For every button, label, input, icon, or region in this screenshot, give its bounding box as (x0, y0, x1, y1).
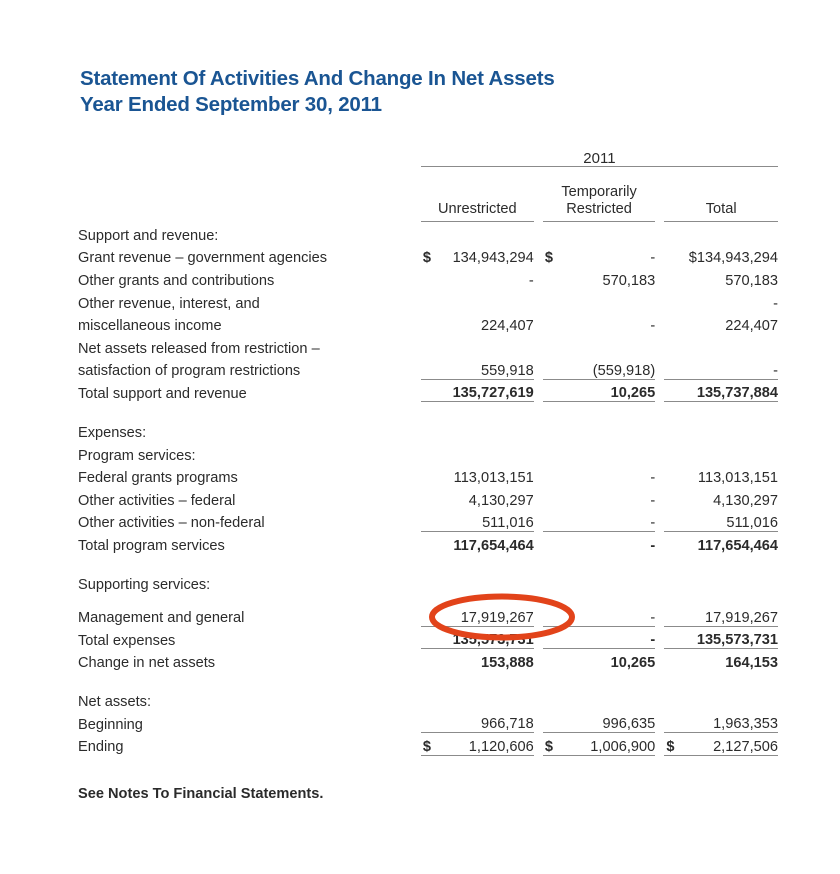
cell-value: 113,013,151 (453, 470, 534, 487)
cell-value: - (650, 492, 656, 509)
total-support-and-revenue-unrestricted (421, 379, 534, 402)
column-gap (534, 626, 543, 649)
grant-revenue-government-agencies-total (664, 244, 778, 267)
table-row (78, 311, 778, 334)
cell-value: 135,573,731 (696, 632, 778, 649)
net-assets-released-from-restriction-temporarily_restricted (543, 334, 655, 357)
net-assets-released-from-restriction-total (664, 334, 778, 357)
total-support-and-revenue-total (664, 379, 778, 402)
column-gap (534, 732, 543, 755)
empty-cell (534, 418, 543, 441)
management-and-general-temporarily_restricted (543, 604, 655, 627)
other-grants-and-contributions-label: Other grants and contributions (78, 273, 275, 289)
column-gap (655, 379, 664, 402)
other-activities-non-federal-temporarily_restricted (543, 509, 655, 532)
column-gap (534, 169, 543, 221)
cell-value: 135,737,884 (696, 385, 778, 402)
miscellaneous-income-label: miscellaneous income (78, 318, 222, 335)
table-row (78, 334, 778, 357)
net-assets-released-from-restriction-unrestricted (421, 334, 534, 357)
table-row (78, 509, 778, 532)
program-services-heading-unrestricted (421, 441, 534, 464)
page-title-line2: Year Ended September 30, 2011 (80, 93, 382, 116)
cell-value: 1,120,606 (468, 738, 534, 755)
total-expenses-unrestricted (421, 626, 534, 649)
cell-value: - (650, 470, 656, 487)
cell-value: 511,016 (482, 514, 534, 531)
column-header-total (664, 169, 778, 221)
cell-value: - (650, 318, 656, 335)
ending-unrestricted (421, 732, 534, 755)
beginning-total (664, 710, 778, 733)
table-row (78, 441, 778, 464)
ending-label: Ending (78, 739, 124, 756)
empty-cell (664, 687, 778, 710)
column-gap (534, 379, 543, 402)
cell-value: 153,888 (480, 655, 534, 672)
cell-value: 10,265 (610, 655, 656, 672)
header-spacer (78, 169, 421, 221)
total-program-services-unrestricted (421, 531, 534, 554)
total-program-services-temporarily_restricted (543, 531, 655, 554)
cell-value: 1,006,900 (590, 738, 656, 755)
section-spacer (78, 593, 778, 604)
column-gap (655, 289, 664, 312)
column-gap (534, 486, 543, 509)
empty-cell (664, 221, 778, 244)
other-activities-non-federal-unrestricted (421, 509, 534, 532)
cell-value: 135,727,619 (452, 385, 534, 402)
beginning-temporarily_restricted (543, 710, 655, 733)
table-row (78, 531, 778, 554)
cell-value: 135,573,731 (452, 632, 534, 649)
empty-cell (543, 418, 655, 441)
federal-grants-programs-unrestricted (421, 464, 534, 487)
cell-value: 134,943,294 (452, 250, 534, 267)
grant-revenue-government-agencies-temporarily_restricted (543, 244, 655, 267)
other-activities-federal-label: Other activities – federal (78, 492, 236, 509)
satisfaction-of-program-restrictions-label: satisfaction of program restrictions (78, 363, 301, 380)
federal-grants-programs-temporarily_restricted (543, 464, 655, 487)
table-row (78, 244, 778, 267)
cell-value: - (650, 538, 656, 555)
footer-note: See Notes To Financial Statements. (78, 786, 324, 802)
table-row (78, 710, 778, 733)
column-gap (655, 464, 664, 487)
section-spacer-cell (78, 402, 778, 419)
table-header (78, 144, 778, 221)
column-gap (655, 311, 664, 334)
column-gap (655, 266, 664, 289)
cell-value: - (650, 609, 656, 626)
cell-value: 164,153 (725, 655, 778, 672)
column-gap (655, 649, 664, 672)
currency-symbol: $ (544, 738, 553, 755)
cell-value: - (650, 250, 656, 267)
other-revenue-interest-and-label: Other revenue, interest, and (78, 295, 260, 312)
grant-revenue-government-agencies-label: Grant revenue – government agencies (78, 250, 328, 267)
empty-cell (664, 570, 778, 593)
change-in-net-assets-unrestricted (421, 649, 534, 672)
empty-cell (421, 570, 534, 593)
total-support-and-revenue-label: Total support and revenue (78, 385, 247, 402)
table-row (78, 266, 778, 289)
cell-value: 2,127,506 (713, 738, 778, 755)
currency-symbol: $ (666, 738, 675, 755)
net-assets-released-from-restriction-label: Net assets released from restriction – (78, 340, 320, 357)
empty-cell (543, 221, 655, 244)
change-in-net-assets-total (664, 649, 778, 672)
column-gap (655, 509, 664, 532)
cell-value: 559,918 (480, 362, 534, 379)
column-gap (534, 289, 543, 312)
change-in-net-assets-label: Change in net assets (78, 655, 216, 672)
cell-value: (559,918) (592, 362, 656, 379)
section-spacer (78, 554, 778, 570)
section-spacer (78, 671, 778, 687)
cell-value: - (650, 514, 656, 531)
empty-cell (534, 221, 543, 244)
section-heading-label: Support and revenue: (78, 227, 219, 244)
column-header-line2: Total (705, 200, 737, 217)
table-row (78, 289, 778, 312)
other-activities-federal-unrestricted (421, 486, 534, 509)
table-row (78, 379, 778, 402)
management-and-general-total (664, 604, 778, 627)
currency-symbol: $ (544, 250, 553, 267)
empty-cell (543, 570, 655, 593)
table-body (78, 221, 778, 755)
cell-value: 4,130,297 (468, 492, 534, 509)
column-gap (655, 604, 664, 627)
empty-cell (534, 687, 543, 710)
currency-symbol: $ (422, 738, 431, 755)
total-expenses-temporarily_restricted (543, 626, 655, 649)
column-gap (655, 732, 664, 755)
column-gap (534, 604, 543, 627)
cell-value: 10,265 (610, 385, 656, 402)
empty-cell (534, 570, 543, 593)
management-and-general-unrestricted (421, 604, 534, 627)
empty-cell (664, 418, 778, 441)
cell-value: 511,016 (726, 514, 778, 531)
column-gap (655, 334, 664, 357)
cell-value: 113,013,151 (697, 470, 778, 487)
program-services-heading-temporarily_restricted (543, 441, 655, 464)
table-row (78, 604, 778, 627)
column-header-line2: Unrestricted (437, 200, 517, 217)
satisfaction-of-program-restrictions-unrestricted (421, 357, 534, 380)
statement-of-activities-table (78, 144, 778, 756)
empty-cell (655, 570, 664, 593)
column-gap (534, 710, 543, 733)
cell-value: - (773, 295, 778, 312)
other-activities-non-federal-label: Other activities – non-federal (78, 515, 265, 532)
page-title-line1: Statement Of Activities And Change In Net Assets (80, 67, 555, 90)
header-year-label: 2011 (583, 149, 616, 167)
column-gap (655, 710, 664, 733)
column-gap (534, 244, 543, 267)
cell-value: 17,919,267 (460, 609, 534, 626)
satisfaction-of-program-restrictions-temporarily_restricted (543, 357, 655, 380)
header-columns-row (78, 169, 778, 221)
table-row (78, 732, 778, 755)
cell-value: - (650, 632, 656, 649)
other-grants-and-contributions-total (664, 266, 778, 289)
column-header-temporarily_restricted (543, 169, 655, 221)
cell-value: - (773, 362, 778, 379)
section-spacer-cell (78, 554, 778, 570)
column-gap (534, 464, 543, 487)
management-and-general-label: Management and general (78, 610, 245, 627)
other-revenue-interest-and-unrestricted (421, 289, 534, 312)
cell-value: 17,919,267 (704, 609, 778, 626)
program-services-heading-label: Program services: (78, 447, 196, 464)
other-grants-and-contributions-temporarily_restricted (543, 266, 655, 289)
column-gap (534, 531, 543, 554)
page-title (80, 66, 720, 118)
cell-value: 4,130,297 (713, 492, 778, 509)
ending-temporarily_restricted (543, 732, 655, 755)
currency-symbol: $ (422, 250, 431, 267)
beginning-unrestricted (421, 710, 534, 733)
empty-cell (655, 221, 664, 244)
empty-cell (543, 687, 655, 710)
miscellaneous-income-total (664, 311, 778, 334)
cell-value: $134,943,294 (688, 250, 778, 267)
cell-value: 570,183 (725, 273, 778, 289)
column-gap (655, 531, 664, 554)
total-support-and-revenue-temporarily_restricted (543, 379, 655, 402)
cell-value: 117,654,464 (453, 538, 534, 555)
ending-total (664, 732, 778, 755)
header-spacer (78, 144, 421, 167)
empty-cell (421, 687, 534, 710)
total-program-services-total (664, 531, 778, 554)
other-grants-and-contributions-unrestricted (421, 266, 534, 289)
table-row (78, 626, 778, 649)
table-row (78, 357, 778, 380)
change-in-net-assets-temporarily_restricted (543, 649, 655, 672)
other-activities-federal-temporarily_restricted (543, 486, 655, 509)
column-gap (534, 509, 543, 532)
miscellaneous-income-unrestricted (421, 311, 534, 334)
cell-value: 966,718 (480, 716, 534, 733)
program-services-heading-total (664, 441, 778, 464)
total-program-services-label: Total program services (78, 538, 225, 555)
total-expenses-total (664, 626, 778, 649)
empty-cell (655, 418, 664, 441)
cell-value: 1,963,353 (713, 716, 778, 733)
cell-value: - (528, 273, 534, 289)
empty-cell (655, 687, 664, 710)
column-gap (534, 649, 543, 672)
section-heading-label: Supporting services: (78, 576, 211, 593)
federal-grants-programs-label: Federal grants programs (78, 470, 238, 487)
header-year-row (78, 144, 778, 167)
column-gap (534, 441, 543, 464)
section-heading-expenses (78, 418, 778, 441)
section-heading-label: Net assets: (78, 694, 151, 710)
section-spacer-cell (78, 671, 778, 687)
section-heading-supporting-services (78, 570, 778, 593)
other-activities-non-federal-total (664, 509, 778, 532)
column-gap (655, 626, 664, 649)
column-gap (655, 244, 664, 267)
beginning-label: Beginning (78, 716, 143, 733)
column-gap (655, 486, 664, 509)
column-header-unrestricted (421, 169, 534, 221)
section-spacer (78, 402, 778, 419)
miscellaneous-income-temporarily_restricted (543, 311, 655, 334)
column-gap (534, 266, 543, 289)
cell-value: 996,635 (602, 716, 656, 733)
section-spacer-cell (78, 593, 778, 604)
column-header-line1: Temporarily (561, 183, 637, 200)
section-heading-net-assets (78, 687, 778, 710)
satisfaction-of-program-restrictions-total (664, 357, 778, 380)
table-row (78, 464, 778, 487)
column-gap (534, 357, 543, 380)
cell-value: 224,407 (480, 318, 534, 335)
total-expenses-label: Total expenses (78, 632, 176, 649)
other-revenue-interest-and-temporarily_restricted (543, 289, 655, 312)
cell-value: 224,407 (725, 318, 778, 335)
section-heading-label: Expenses: (78, 425, 147, 442)
column-gap (534, 311, 543, 334)
empty-cell (421, 418, 534, 441)
federal-grants-programs-total (664, 464, 778, 487)
cell-value: 117,654,464 (697, 538, 778, 555)
grant-revenue-government-agencies-unrestricted (421, 244, 534, 267)
table-row (78, 486, 778, 509)
table-row (78, 649, 778, 672)
column-gap (655, 357, 664, 380)
column-gap (534, 334, 543, 357)
cell-value: 570,183 (602, 273, 656, 289)
section-heading-support-and-revenue (78, 221, 778, 244)
empty-cell (421, 221, 534, 244)
column-header-line2: Restricted (566, 200, 632, 217)
column-gap (655, 169, 664, 221)
other-activities-federal-total (664, 486, 778, 509)
column-gap (655, 441, 664, 464)
other-revenue-interest-and-total (664, 289, 778, 312)
